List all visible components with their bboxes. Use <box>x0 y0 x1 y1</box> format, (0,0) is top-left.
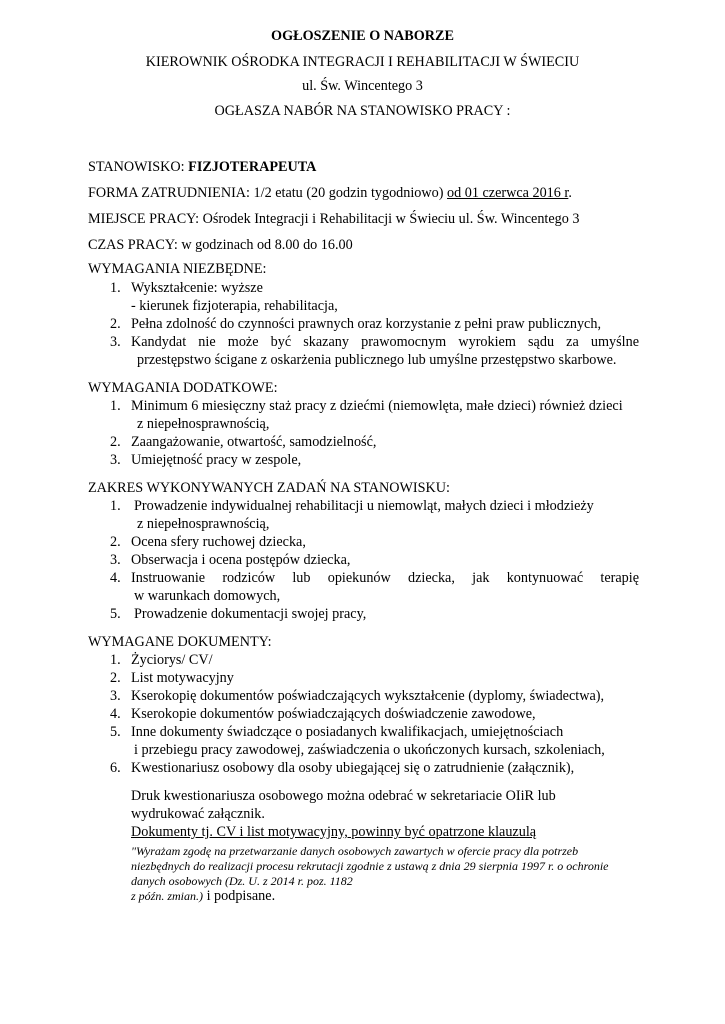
place-label: MIEJSCE PRACY: <box>88 211 200 227</box>
employment-date: od 01 czerwca 2016 r <box>447 185 569 201</box>
employment-label: FORMA ZATRUDNIENIA: <box>88 185 250 201</box>
employment-line <box>88 184 572 203</box>
announcement-title: OGŁOSZENIE O NABORZE <box>271 28 454 44</box>
document-page: OGŁOSZENIE O NABORZE KIEROWNIK OŚRODKA INTEGRACJI I REHABILITACJI W ŚWIECIU ul. Św. Wincentego 3 OGŁASZA NABÓR NA STANOWISKO PRACY : STANOWISKO: FIZJOTERAPEUTA FORMA ZATRUDNIENIA: 1/2 etatu (20 godzin tygodniowo) od 01 czerwca 2016 r. MIEJSCE PRACY: Ośrodek Integracji i Rehabilitacji w Świeciu ul. Św. Wincentego 3 CZAS PRACY: w godzinach od 8.00 do 16.00 WYMAGANIA NIEZBĘDNE: 1. Wykształcenie: wyższe - kierunek fizjoterapia, rehabilitacja, 2. Pełna zdolność do czynności prawnych oraz korzystanie z pełni praw publicznych, 3. Kandydat nie może być skazany prawomocnym wyrokiem sądu za umyślne przestępstwo ścigane z oskarżenia publicznego lub umyślne przestępstwo skarbowe. WYMAGANIA DODATKOWE: 1. Minimum 6 miesięczny staż pracy z dziećmi (niemowlęta, małe dzieci) również dzieci z niepełnosprawnością, 2. Zaangażowanie, otwartość, samodzielność, 3. Umiejętność pracy w zespole, ZAKRES WYKONYWANYCH ZADAŃ NA STANOWISKU: 1. Prowadzenie indywidualnej rehabilitacji u niemowląt, małych dzieci i młodzieży z niepełnosprawnością, 2. Ocena sfery ruchowej dziecka, 3. Obserwacja i ocena postępów dziecka, 4. Instruowanie rodziców lub opiekunów dziecka, jak kontynuować terapię w warunkach domowych, 5. Prowadzenie dokumentacji swojej pracy, WYMAGANE DOKUMENTY: 1. Życiorys/ CV/ 2. List motywacyjny 3. Kserokopię dokumentów poświadczających wykształcenie (dyplomy, świadectwa), 4. Kserokopie dokumentów poświadczających doświadczenie zawodowe, 5. Inne dokumenty świadczące o posiadanych kwalifikacjach, umiejętnościach i przebiegu pracy zawodowej, zaświadczenia o ukończonych kursach, szkoleniach, 6. Kwestionariusz osobowy dla osoby ubiegającej się o zatrudnienie (załącznik), Druk kwestionariusza osobowego można odebrać w sekretariacie OIiR lub wydrukować załącznik. Dokumenty tj. CV i list motywacyjny, powinny być opatrzone klauzulą "Wyrażam zgodę na przetwarzanie danych osobowych zawartych w ofercie pracy dla potrzeb niezbędnych do realizacji procesu rekrutacji zgodnie z ustawą z dnia 29 sierpnia 1997 r. o ochronie danych osobowych (Dz. U. z 2014 r. poz. 1182 z późn. zmian.) i podpisane. <box>0 0 725 1024</box>
consent-clause-2: niezbędnych do realizacji procesu rekrutacji zgodnie z ustawą z dnia 29 sierpnia 1997 r. o ochronie <box>131 859 609 873</box>
time-value: w godzinach od 8.00 do 16.00 <box>181 237 353 253</box>
time-label: CZAS PRACY: <box>88 237 178 253</box>
additional-heading: WYMAGANIA DODATKOWE: <box>88 380 278 396</box>
position-label: STANOWISKO: <box>88 159 185 175</box>
consent-clause-1: "Wyrażam zgodę na przetwarzanie danych osobowych zawartych w ofercie pracy dla potrzeb <box>131 844 579 858</box>
consent-clause-end <box>131 887 275 906</box>
employment-dot: . <box>568 185 572 201</box>
documents-heading: WYMAGANE DOKUMENTY: <box>88 634 272 650</box>
form-note: Druk kwestionariusza osobowego można odebrać w sekretariacie OIiR lub <box>131 788 556 804</box>
form-note-2: wydrukować załącznik. <box>131 806 265 822</box>
signed-note: i podpisane. <box>206 888 276 904</box>
place-value: Ośrodek Integracji i Rehabilitacji w Świeciu ul. Św. Wincentego 3 <box>202 211 580 227</box>
required-heading: WYMAGANIA NIEZBĘDNE: <box>88 261 267 277</box>
position-value: FIZJOTERAPEUTA <box>188 159 317 175</box>
tasks-heading: ZAKRES WYKONYWANYCH ZADAŃ NA STANOWISKU: <box>88 480 450 496</box>
clause-requirement: Dokumenty tj. CV i list motywacyjny, powinny być opatrzone klauzulą <box>131 824 537 840</box>
header-line-3: OGŁASZA NABÓR NA STANOWISKO PRACY : <box>214 103 511 119</box>
employment-value: 1/2 etatu (20 godzin tygodniowo) <box>253 185 444 201</box>
position-line <box>88 158 316 177</box>
consent-clause-3: danych osobowych (Dz. U. z 2014 r. poz. 1182 <box>131 874 353 888</box>
time-line <box>88 236 353 255</box>
header-line-1: KIEROWNIK OŚRODKA INTEGRACJI I REHABILITACJI W ŚWIECIU <box>145 54 580 70</box>
place-line <box>88 210 579 229</box>
consent-clause-4: z późn. zmian.) <box>131 889 204 903</box>
header-address: ul. Św. Wincentego 3 <box>302 78 423 94</box>
